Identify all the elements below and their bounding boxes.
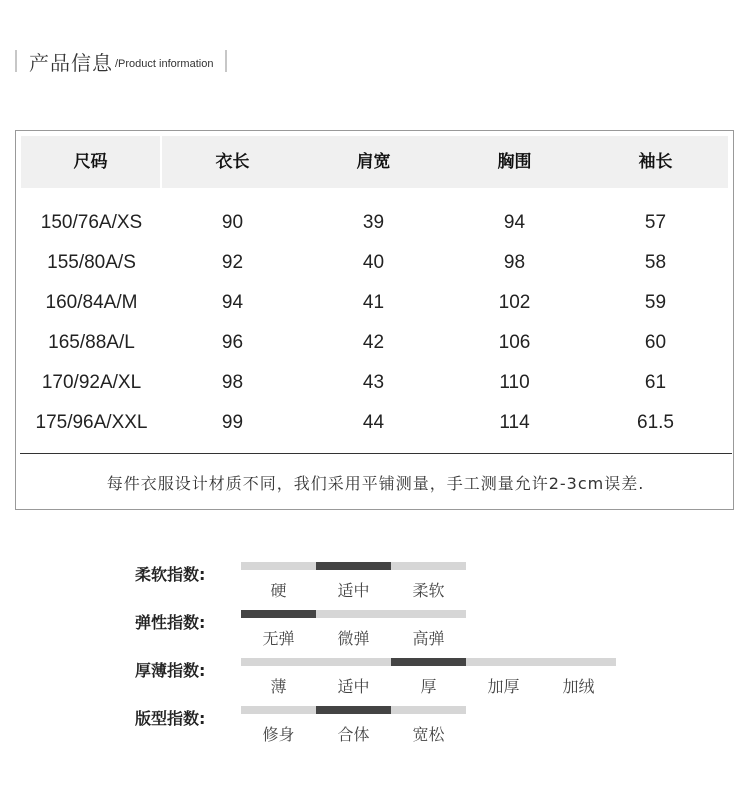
index-option-label: 修身 [262, 725, 295, 744]
index-option-label: 高弹 [412, 629, 445, 648]
index-option-label: 柔软 [412, 581, 445, 600]
table-cell: 114 [499, 412, 530, 433]
table-cell: 57 [644, 212, 667, 233]
table-cell: 160/84A/M [45, 292, 138, 313]
index-option-label: 合体 [337, 725, 370, 744]
table-cell: 110 [499, 372, 530, 393]
table-cell: 94 [503, 212, 526, 233]
index-segment [541, 658, 616, 666]
measurement-note: 每件衣服设计材质不同，我们采用平铺测量，手工测量允许2-3cm误差. [106, 474, 645, 493]
title-subtitle: /Product information [115, 58, 214, 70]
table-cell: 106 [498, 332, 531, 353]
table-cell: 59 [644, 292, 667, 313]
table-row [21, 203, 728, 243]
table-row [21, 363, 728, 403]
table-divider [20, 453, 732, 454]
table-cell: 98 [221, 372, 244, 393]
table-cell: 42 [362, 332, 385, 353]
column-header: 胸围 [497, 152, 532, 172]
table-cell: 58 [644, 252, 667, 273]
table-cell: 175/96A/XXL [35, 412, 148, 433]
table-cell: 41 [362, 292, 385, 313]
index-option-label: 薄 [270, 677, 287, 696]
table-body [21, 203, 728, 443]
table-row [21, 243, 728, 283]
index-segment [391, 658, 466, 666]
index-option-label: 适中 [337, 581, 370, 600]
table-cell: 90 [221, 212, 244, 233]
table-row [21, 283, 728, 323]
table-cell: 94 [221, 292, 244, 313]
table-cell: 165/88A/L [48, 332, 135, 353]
index-segment [391, 610, 466, 618]
table-cell: 150/76A/XS [40, 212, 143, 233]
index-option-label: 微弹 [337, 629, 370, 648]
table-cell: 102 [498, 292, 531, 313]
table-cell: 60 [644, 332, 667, 353]
index-segment [391, 706, 466, 714]
index-segment [316, 658, 391, 666]
table-row [21, 323, 728, 363]
table-cell: 61 [644, 372, 667, 393]
table-row [21, 403, 728, 443]
index-label: 柔软指数: [135, 565, 206, 584]
index-segment [241, 562, 316, 570]
index-segment [466, 658, 541, 666]
column-header: 袖长 [638, 152, 673, 172]
index-option-label: 厚 [420, 677, 437, 696]
index-segment [391, 562, 466, 570]
index-segment [316, 706, 391, 714]
table-cell: 61.5 [637, 412, 674, 433]
index-option-label: 适中 [337, 677, 370, 696]
index-segment [316, 562, 391, 570]
section-title [15, 48, 227, 74]
index-segment [316, 610, 391, 618]
index-option-label: 宽松 [412, 725, 445, 744]
index-segment [241, 610, 316, 618]
index-option-label: 无弹 [262, 629, 295, 648]
index-label: 厚薄指数: [135, 661, 206, 680]
index-option-label: 加绒 [562, 677, 595, 696]
title-main: 产品信息 [29, 50, 113, 75]
index-segment [241, 658, 316, 666]
size-table-box [15, 130, 734, 510]
table-cell: 44 [362, 412, 385, 433]
table-cell: 96 [221, 332, 244, 353]
table-cell: 40 [362, 252, 385, 273]
index-label: 版型指数: [135, 709, 206, 728]
table-cell: 99 [221, 412, 244, 433]
table-cell: 92 [221, 252, 244, 273]
index-option-label: 硬 [270, 581, 287, 600]
title-left-bar [15, 50, 17, 72]
table-cell: 155/80A/S [47, 252, 136, 273]
index-label: 弹性指数: [135, 613, 206, 632]
column-header: 尺码 [21, 136, 162, 188]
table-cell: 39 [362, 212, 385, 233]
column-header: 衣长 [215, 152, 250, 172]
table-cell: 98 [503, 252, 526, 273]
column-header: 肩宽 [356, 152, 391, 172]
index-option-label: 加厚 [487, 677, 520, 696]
table-cell: 170/92A/XL [41, 372, 142, 393]
table-header [21, 136, 728, 188]
index-segment [241, 706, 316, 714]
table-cell: 43 [362, 372, 385, 393]
title-right-bar [225, 50, 227, 72]
